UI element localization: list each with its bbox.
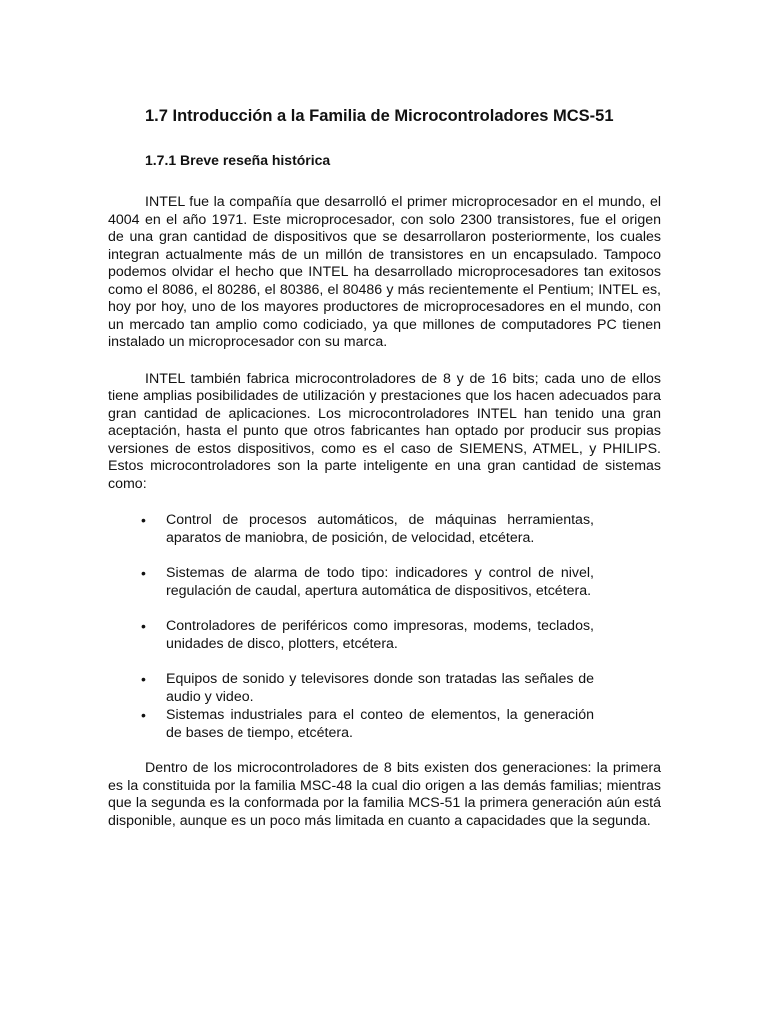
- bullet-icon: •: [141, 565, 146, 581]
- applications-list: [108, 512, 594, 742]
- paragraph-intel-microcontrollers: INTEL también fabrica microcontroladores de 8 y de 16 bits; cada uno de ellos tiene amplias posibilidades de utilización y prestaciones que los hacen adecuados para gran cantidad de aplicaciones. Los microcontroladores INTEL han tenido una gran aceptación, hasta el punto que otros fabricantes han optado por producir sus propias versiones de estos dispositivos, como es el caso de SIEMENS, ATMEL, y PHILIPS. Estos microcontroladores son la parte inteligente en una gran cantidad de sistemas como:: [108, 370, 661, 492]
- list-item: [139, 618, 594, 653]
- list-item: [139, 512, 594, 547]
- document-body: [108, 104, 661, 830]
- list-item: [139, 565, 594, 600]
- list-item-text: Controladores de periféricos como impresoras, modems, teclados, unidades de disco, plotters, etcétera.: [166, 618, 594, 652]
- subsection-title: 1.7.1 Breve reseña histórica: [145, 152, 331, 168]
- list-item-text: Control de procesos automáticos, de máquinas herramientas, aparatos de maniobra, de posición, de velocidad, etcétera.: [166, 512, 594, 546]
- list-item: [139, 707, 594, 742]
- bullet-icon: •: [141, 671, 146, 687]
- bullet-icon: •: [141, 618, 146, 634]
- paragraph-8bit-generations: Dentro de los microcontroladores de 8 bits existen dos generaciones: la primera es la constituida por la familia MSC-48 la cual dio origen a las demás familias; mientras que la segunda es la conformada por la familia MCS-51 la primera generación aún está disponible, aunque es un poco más limitada en cuanto a capacidades que la segunda.: [108, 760, 661, 829]
- paragraph-intel-history: INTEL fue la compañía que desarrolló el primer microprocesador en el mundo, el 4004 en el año 1971. Este microprocesador, con solo 2300 transistores, fue el origen de una gran cantidad de dispositivos que se desarrollaron posteriormente, los cuales integran actualmente más de un millón de transistores en un encapsulado. Tampoco podemos olvidar el hecho que INTEL ha desarrollado microprocesadores tan exitosos como el 8086, el 80286, el 80386, el 80486 y más recientemente el Pentium; INTEL es, hoy por hoy, uno de los mayores productores de microprocesadores en el mundo, con un mercado tan amplio como codiciado, ya que millones de computadores PC tienen instalado un microprocesador con su marca.: [108, 194, 661, 350]
- bullet-icon: •: [141, 707, 146, 723]
- section-title: 1.7 Introducción a la Familia de Microcontroladores MCS-51: [145, 107, 614, 125]
- bullet-icon: •: [141, 512, 146, 528]
- list-item: [139, 671, 594, 706]
- list-item-text: Sistemas de alarma de todo tipo: indicadores y control de nivel, regulación de caudal, apertura automática de dispositivos, etcétera.: [166, 565, 594, 599]
- list-item-text: Sistemas industriales para el conteo de elementos, la generación de bases de tiempo, etcétera.: [166, 707, 594, 741]
- list-item-text: Equipos de sonido y televisores donde son tratadas las señales de audio y video.: [166, 671, 594, 705]
